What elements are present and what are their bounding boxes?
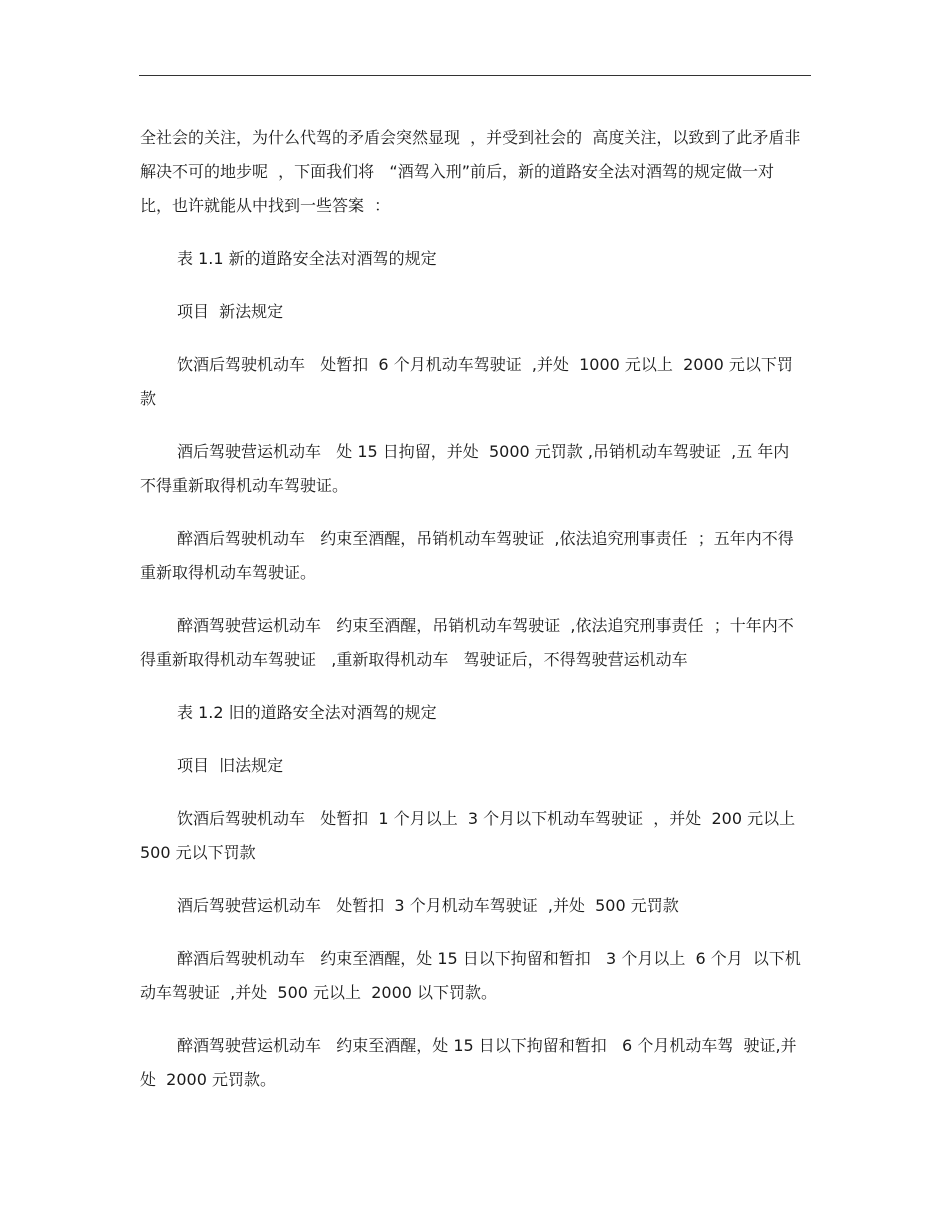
table-1-1-row-drink-driving: 饮酒后驾驶机动车 处暂扣 6 个月机动车驾驶证 ,并处 1000 元以上 2000 元以下罚款 bbox=[140, 355, 793, 408]
document-body bbox=[140, 121, 802, 1116]
table-1-2-row-drink-driving: 饮酒后驾驶机动车 处暂扣 1 个月以上 3 个月以下机动车驾驶证 ，并处 200 元以上 500 元以下罚款 bbox=[140, 809, 801, 862]
table-1-1-header: 项目 新法规定 bbox=[177, 302, 284, 321]
table-1-2-header: 项目 旧法规定 bbox=[177, 756, 284, 775]
table-1-2-row-commercial-drink-driving: 酒后驾驶营运机动车 处暂扣 3 个月机动车驾驶证 ,并处 500 元罚款 bbox=[177, 896, 679, 915]
table-1-2-row-commercial-drunk-driving: 醉酒驾驶营运机动车 约束至酒醒，处 15 日以下拘留和暂扣 6 个月机动车驾 驶证,并处 2000 元罚款。 bbox=[140, 1036, 797, 1089]
header-rule bbox=[139, 75, 811, 76]
table-1-2-caption: 表 1.2 旧的道路安全法对酒驾的规定 bbox=[177, 703, 437, 722]
table-1-1-row-drunk-driving: 醉酒后驾驶机动车 约束至酒醒，吊销机动车驾驶证 ,依法追究刑事责任 ；五年内不得重新取得机动车驾驶证。 bbox=[140, 529, 794, 582]
table-1-2-row-drunk-driving: 醉酒后驾驶机动车 约束至酒醒，处 15 日以下拘留和暂扣 3 个月以上 6 个月 以下机动车驾驶证 ,并处 500 元以上 2000 以下罚款。 bbox=[140, 949, 801, 1002]
table-1-1-row-commercial-drunk-driving: 醉酒驾驶营运机动车 约束至酒醒，吊销机动车驾驶证 ,依法追究刑事责任 ；十年内不得重新取得机动车驾驶证 ,重新取得机动车 驾驶证后，不得驾驶营运机动车 bbox=[140, 616, 794, 669]
intro-paragraph: 全社会的关注，为什么代驾的矛盾会突然显现 ，并受到社会的 高度关注，以致到了此矛盾非解决不可的地步呢 ，下面我们将 “酒驾入刑”前后，新的道路安全法对酒驾的规定做一对比，也许就能从中找到一些答案 ： bbox=[140, 128, 801, 215]
table-1-1-caption: 表 1.1 新的道路安全法对酒驾的规定 bbox=[177, 249, 437, 268]
table-1-1-row-commercial-drink-driving: 酒后驾驶营运机动车 处 15 日拘留，并处 5000 元罚款 ,吊销机动车驾驶证 ,五 年内不得重新取得机动车驾驶证。 bbox=[140, 442, 790, 495]
